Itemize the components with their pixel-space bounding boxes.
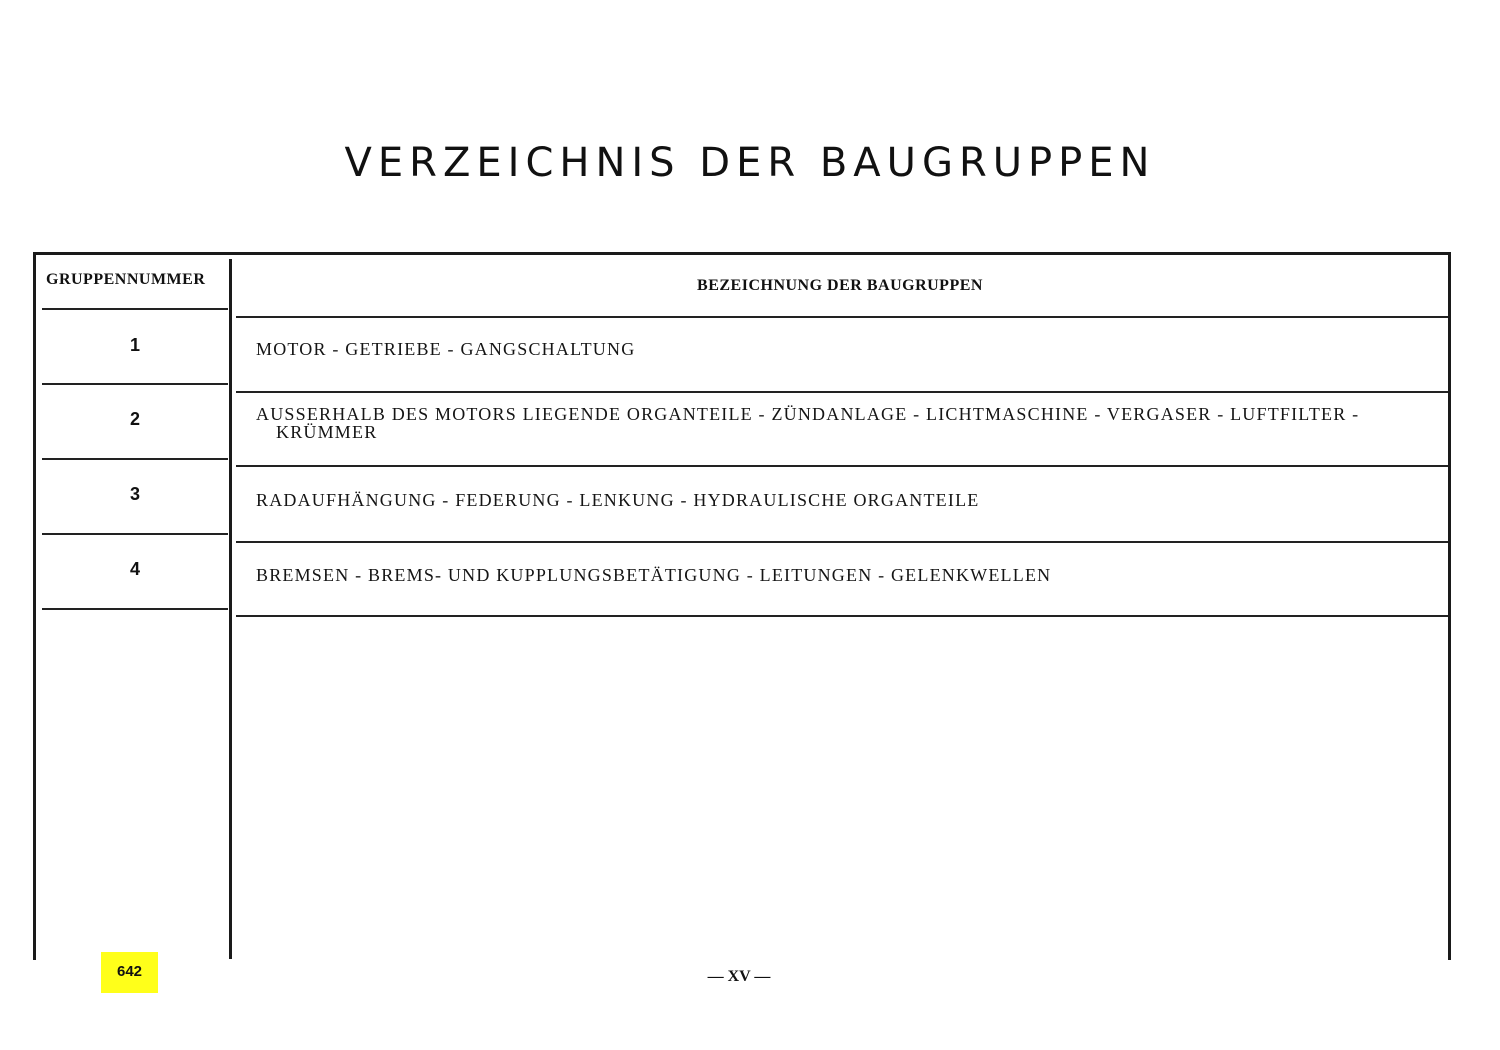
row-description-text: BREMSEN - BREMS- UND KUPPLUNGSBETÄTIGUNG - LEITUNGEN - GELENKWELLEN xyxy=(256,565,1052,585)
header-rule-left xyxy=(42,308,228,310)
header-group-number: GRUPPENNUMMER xyxy=(46,271,206,288)
header-rule-right xyxy=(236,316,1448,318)
row-description-text: AUSSERHALB DES MOTORS LIEGENDE ORGANTEILE - ZÜNDANLAGE - LICHTMASCHINE - VERGASER - LUFTFILTER - xyxy=(256,404,1360,424)
row-rule-left xyxy=(42,383,228,385)
row-number: 3 xyxy=(129,484,140,504)
row-rule-left xyxy=(42,533,228,535)
header-description: BEZEICHNUNG DER BAUGRUPPEN xyxy=(697,277,983,294)
row-rule-right xyxy=(236,465,1448,467)
row-rule-left xyxy=(42,458,228,460)
row-description xyxy=(256,405,1446,441)
row-number: 4 xyxy=(129,559,140,579)
row-description xyxy=(256,340,1446,358)
row-rule-right xyxy=(236,541,1448,543)
page-footer: — XV — xyxy=(707,968,771,985)
page-number-badge: 642 xyxy=(101,952,158,993)
row-description-text: MOTOR - GETRIEBE - GANGSCHALTUNG xyxy=(256,339,636,359)
row-rule-left xyxy=(42,608,228,610)
row-description xyxy=(256,566,1446,584)
row-rule-right xyxy=(236,391,1448,393)
page-title: VERZEICHNIS DER BAUGRUPPEN xyxy=(344,140,1156,186)
row-description-text: RADAUFHÄNGUNG - FEDERUNG - LENKUNG - HYDRAULISCHE ORGANTEILE xyxy=(256,490,980,510)
column-divider xyxy=(229,259,232,959)
baugruppen-table xyxy=(33,252,1451,960)
row-description-continuation: KRÜMMER xyxy=(276,422,378,442)
row-rule-right xyxy=(236,615,1448,617)
row-description xyxy=(256,491,1446,509)
row-number: 2 xyxy=(129,409,140,429)
row-number: 1 xyxy=(129,335,140,355)
